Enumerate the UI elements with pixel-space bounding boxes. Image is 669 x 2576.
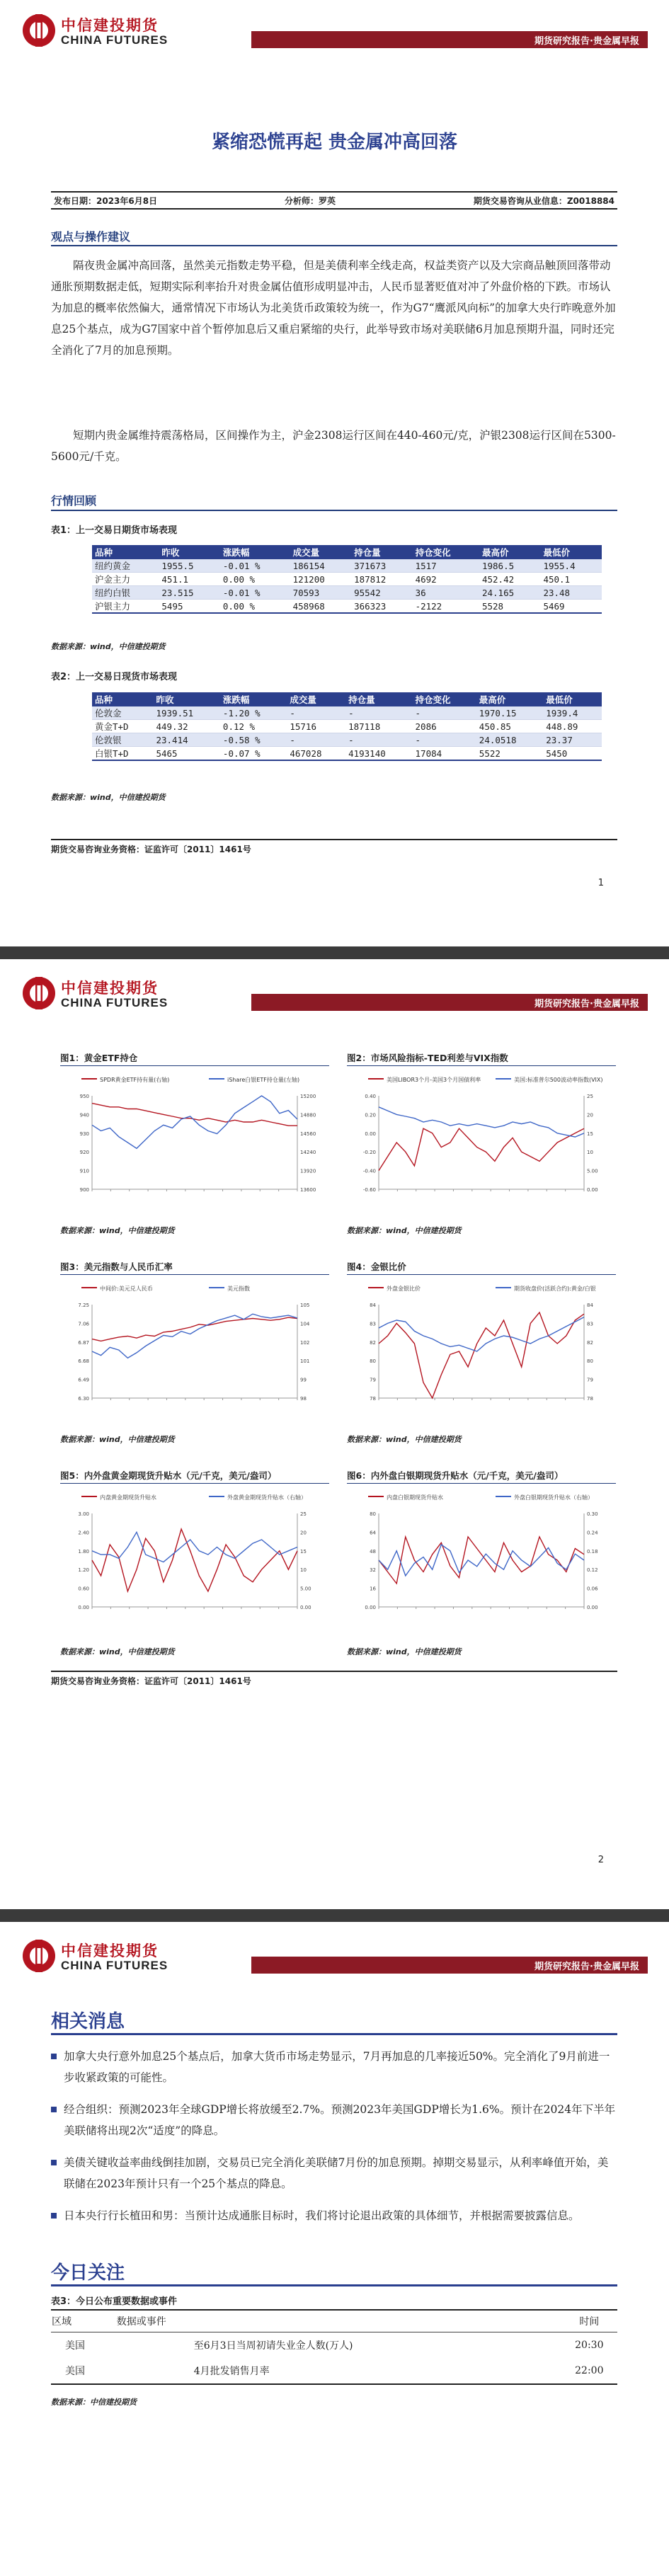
table1-source: 数据来源：wind，中信建投期货 (51, 642, 166, 651)
legend-label: 期货收盘价(活跃合约):黄金/白银 (514, 1286, 596, 1292)
table-cell: 0.00 % (220, 573, 290, 586)
y-tick-label-right: 0.00 (587, 1187, 598, 1193)
table-cell: 1955.5 (159, 559, 219, 573)
footer-license: 期货交易咨询业务资格：证监许可〔2011〕1461号 (51, 1676, 251, 1686)
figure5-source: 数据来源：wind，中信建投期货 (60, 1647, 175, 1656)
y-tick-label-left: 0.20 (365, 1112, 376, 1118)
legend-label: iShare白银ETF持仓量(左轴) (227, 1077, 300, 1083)
legend-label: 内盘黄金期现货升贴水 (100, 1494, 156, 1501)
column-header: 涨跌幅 (220, 692, 287, 706)
logo-en-text: CHINA FUTURES (61, 996, 168, 1009)
table-cell: 23.414 (153, 733, 219, 747)
news-item (64, 2205, 616, 2226)
table-cell: 458968 (290, 600, 351, 614)
table-row (92, 733, 602, 747)
bullet-icon (51, 2160, 57, 2165)
y-tick-label-left: 82 (370, 1339, 376, 1346)
table-cell: 5469 (540, 600, 602, 614)
y-tick-label-right: 0.00 (587, 1605, 598, 1610)
y-tick-label-right: 104 (300, 1321, 310, 1327)
y-tick-label-right: 0.18 (587, 1548, 598, 1555)
table-row (92, 586, 602, 600)
column-header: 时间 (561, 2310, 617, 2332)
caption-rule (60, 1065, 329, 1066)
section-title-review: 行情回顾 (51, 494, 97, 508)
y-tick-label-right: 98 (300, 1396, 307, 1402)
column-header: 昨收 (159, 545, 219, 559)
series-line (379, 1128, 584, 1170)
legend-label: 美元指数 (227, 1286, 250, 1292)
page-separator (0, 1909, 669, 1922)
table-cell: 伦敦金 (92, 706, 153, 720)
column-header: 最低价 (543, 692, 602, 706)
events-table (51, 2309, 617, 2385)
table-cell: 366323 (351, 600, 412, 614)
y-tick-label-left: -0.20 (362, 1150, 376, 1156)
spot-table (92, 692, 602, 761)
table-row (92, 600, 602, 614)
y-tick-label-right: 0.24 (587, 1530, 598, 1536)
table-cell: -0.01 % (220, 586, 290, 600)
analyst-name: 分析师：罗英 (285, 196, 336, 206)
y-tick-label-left: 84 (370, 1303, 376, 1308)
y-tick-label-right: 14560 (300, 1130, 316, 1137)
table3-caption: 表3：今日公布重要数据或事件 (51, 2296, 178, 2307)
page-header (21, 973, 648, 1017)
y-tick-label-right: 0.12 (587, 1567, 598, 1574)
table-cell: 纽约黄金 (92, 559, 159, 573)
table-cell: 4193140 (345, 747, 412, 761)
table-cell: 36 (413, 586, 479, 600)
table-cell: 70593 (290, 586, 351, 600)
legend-label: 中间价:美元兑人民币 (100, 1286, 153, 1292)
table-cell: - (287, 733, 345, 747)
table-row (51, 2332, 617, 2359)
y-tick-label-left: 80 (370, 1358, 376, 1365)
y-tick-label-right: 25 (587, 1094, 593, 1099)
y-tick-label-left: 7.25 (78, 1303, 89, 1308)
caption-rule (60, 1274, 329, 1275)
y-tick-label-right: 80 (587, 1358, 593, 1365)
y-tick-label-left: -0.60 (362, 1187, 376, 1193)
caption-rule (347, 1065, 616, 1066)
table-row (51, 2358, 617, 2384)
column-header: 品种 (92, 545, 159, 559)
figure4-source: 数据来源：wind，中信建投期货 (347, 1435, 462, 1444)
figure6-caption: 图6：内外盘白银期现货升贴水（元/千克，美元/盎司） (347, 1470, 564, 1481)
table2-source: 数据来源：wind，中信建投期货 (51, 793, 166, 802)
advice-paragraph-2: 短期内贵金属维持震荡格局，区间操作为主，沪金2308运行区间在440-460元/克，沪银2308运行区间在5300-5600元/千克。 (51, 429, 616, 463)
page-3 (0, 1925, 669, 2576)
news-rule (51, 2033, 617, 2035)
y-tick-label-right: 0.00 (300, 1605, 311, 1610)
table-cell: 1955.4 (540, 559, 602, 573)
citic-logo-icon (21, 13, 57, 48)
chart-silver-basis (347, 1487, 616, 1639)
column-header: 最高价 (476, 692, 543, 706)
footer-license: 期货交易咨询业务资格：证监许可〔2011〕1461号 (51, 845, 251, 854)
table-cell: - (345, 733, 412, 747)
table-cell: - (345, 706, 412, 720)
column-header: 涨跌幅 (220, 545, 290, 559)
page-header (21, 1935, 648, 1979)
y-tick-label-right: 15200 (300, 1094, 316, 1099)
figure2-source: 数据来源：wind，中信建投期货 (347, 1226, 462, 1235)
y-tick-label-right: 15 (587, 1130, 593, 1137)
y-tick-label-left: 48 (370, 1548, 376, 1555)
series-line (92, 1104, 297, 1126)
table-cell: 451.1 (159, 573, 219, 586)
table-cell: 452.42 (479, 573, 540, 586)
y-tick-label-left: 920 (79, 1150, 89, 1156)
table-cell: 1939.51 (153, 706, 219, 720)
table-cell: - (287, 706, 345, 720)
section-rule (51, 245, 617, 246)
news-item (64, 2099, 616, 2141)
bullet-icon (51, 2107, 57, 2112)
table-cell: 371673 (351, 559, 412, 573)
y-tick-label-left: 0.40 (365, 1094, 376, 1099)
table-cell: 1986.5 (479, 559, 540, 573)
figure2-caption: 图2：市场风险指标-TED利差与VIX指数 (347, 1053, 508, 1063)
table-cell: 187118 (345, 720, 412, 733)
table-cell: 23.48 (540, 586, 602, 600)
y-tick-label-left: 80 (370, 1511, 376, 1517)
y-tick-label-right: 84 (587, 1303, 593, 1308)
caption-rule (347, 1483, 616, 1484)
news-text: 日本央行行长植田和男：当预计达成通胀目标时，我们将讨论退出政策的具体细节，并根据需要披露信息。 (64, 2209, 580, 2222)
table-cell: 0.00 % (220, 600, 290, 614)
report-type-bar (251, 1957, 648, 1974)
y-tick-label-right: 5.00 (587, 1168, 598, 1174)
y-tick-label-left: 930 (79, 1130, 89, 1137)
column-header: 持仓量 (351, 545, 412, 559)
table-cell: 467028 (287, 747, 345, 761)
license-number: 期货交易咨询从业信息：Z0018884 (473, 196, 614, 206)
series-line (379, 1107, 584, 1137)
y-tick-label-right: 0.30 (587, 1511, 598, 1517)
table-cell: -0.01 % (220, 559, 290, 573)
company-logo (21, 10, 205, 52)
column-header: 最低价 (540, 545, 602, 559)
table-cell: 美国 (51, 2358, 116, 2384)
table-header-row (51, 2310, 617, 2332)
table-cell: -0.07 % (220, 747, 287, 761)
table-row (92, 573, 602, 586)
chart-gold-basis (60, 1487, 329, 1639)
logo-cn-text: 中信建投期货 (61, 979, 159, 997)
table-cell: 448.89 (543, 720, 602, 733)
column-header: 数据或事件 (116, 2310, 561, 2332)
caption-rule (347, 1274, 616, 1275)
page-header (21, 10, 648, 54)
table-cell: 450.85 (476, 720, 543, 733)
y-tick-label-left: 6.49 (78, 1377, 89, 1383)
chart-usd-cny (60, 1278, 329, 1430)
table-cell: 95542 (351, 586, 412, 600)
chart-gold-silver-ratio (347, 1278, 616, 1430)
y-tick-label-right: 13920 (300, 1168, 316, 1174)
y-tick-label-right: 102 (300, 1339, 310, 1346)
y-tick-label-left: -0.40 (362, 1168, 376, 1174)
figure3-source: 数据来源：wind，中信建投期货 (60, 1435, 175, 1444)
table-cell: 187812 (351, 573, 412, 586)
figure1-caption: 图1：黄金ETF持仓 (60, 1053, 138, 1063)
logo-cn-text: 中信建投期货 (61, 1942, 159, 1959)
news-item (64, 2046, 616, 2088)
legend-label: SPDR黄金ETF持有量(右轴) (100, 1077, 170, 1083)
y-tick-label-left: 0.00 (365, 1605, 376, 1610)
column-header: 持仓变化 (413, 545, 479, 559)
y-tick-label-left: 0.00 (365, 1130, 376, 1137)
table-header-row (92, 692, 602, 706)
table-cell: 美国 (65, 2340, 85, 2352)
citic-logo-icon (21, 975, 57, 1011)
table-cell: 白银T+D (92, 747, 153, 761)
company-logo (21, 973, 205, 1015)
series-line (92, 1314, 297, 1358)
table-cell: 2086 (413, 720, 476, 733)
table-row (92, 559, 602, 573)
table-cell: 24.0518 (476, 733, 543, 747)
bullet-icon (51, 2054, 57, 2059)
table-cell: 23.37 (543, 733, 602, 747)
table-header-row (92, 545, 602, 559)
y-tick-label-left: 2.40 (78, 1530, 89, 1536)
news-text: 经合组织：预测2023年全球GDP增长将放缓至2.7%。预测2023年美国GDP增长为1.6%。预计在2024年下半年美联储将出现2次“适度”的降息。 (64, 2103, 616, 2137)
column-header: 区域 (51, 2310, 116, 2332)
table-cell: 0.12 % (220, 720, 287, 733)
company-logo (21, 1935, 205, 1978)
table-cell: 5528 (479, 600, 540, 614)
table-cell: 1970.15 (476, 706, 543, 720)
table-cell: 23.515 (159, 586, 219, 600)
table-cell: 121200 (290, 573, 351, 586)
news-text: 加拿大央行意外加息25个基点后，加拿大货币市场走势显示，7月再加息的几率接近50%。完全消化了9月前进一步收紧政策的可能性。 (64, 2050, 610, 2084)
figure5-caption: 图5：内外盘黄金期现货升贴水（元/千克，美元/盎司） (60, 1470, 277, 1481)
report-type: 期货研究报告·贵金属早报 (534, 36, 639, 47)
series-line (379, 1317, 584, 1351)
page-1 (0, 0, 669, 941)
y-tick-label-left: 16 (370, 1586, 376, 1592)
page-2 (0, 963, 669, 1904)
y-tick-label-left: 3.00 (78, 1511, 89, 1517)
news-item (64, 2152, 616, 2194)
table-cell: 17084 (413, 747, 476, 761)
futures-table (92, 545, 602, 614)
table-row (92, 747, 602, 761)
logo-cn-text: 中信建投期货 (61, 16, 159, 34)
table-cell: 5450 (543, 747, 602, 761)
y-tick-label-right: 82 (587, 1339, 593, 1346)
legend-label: 外盘金银比价 (387, 1286, 421, 1292)
y-tick-label-left: 6.87 (78, 1339, 89, 1346)
publish-date: 发布日期：2023年6月8日 (54, 196, 158, 206)
column-header: 成交量 (287, 692, 345, 706)
figure3-caption: 图3：美元指数与人民币汇率 (60, 1261, 173, 1272)
chart-gold-etf (60, 1069, 329, 1221)
table-cell: -2122 (413, 600, 479, 614)
y-tick-label-right: 5.00 (300, 1586, 311, 1592)
column-header: 持仓变化 (413, 692, 476, 706)
citic-logo-icon (21, 1938, 57, 1974)
table-cell: -0.58 % (220, 733, 287, 747)
page-number: 2 (597, 1855, 604, 1865)
section-title-advice: 观点与操作建议 (51, 230, 131, 244)
report-type: 期货研究报告·贵金属早报 (534, 999, 639, 1009)
legend-label: 外盘白银期现货升贴水（右轴） (514, 1494, 593, 1501)
series-line (92, 1096, 297, 1148)
y-tick-label-right: 105 (300, 1303, 310, 1308)
y-tick-label-right: 0.06 (587, 1586, 598, 1592)
table-cell: 4月批发销售月率 (116, 2358, 561, 2384)
table-cell: - (413, 706, 476, 720)
news-text: 美债关键收益率曲线倒挂加剧，交易员已完全消化美联储7月份的加息预期。掉期交易显示，从利率峰值开始，美联储在2023年预计只有一个25个基点的降息。 (64, 2156, 609, 2190)
y-tick-label-left: 7.06 (78, 1321, 89, 1327)
table-cell: 沪银主力 (92, 600, 159, 614)
figure1-source: 数据来源：wind，中信建投期货 (60, 1226, 175, 1235)
series-line (92, 1317, 297, 1341)
table-cell: 186154 (290, 559, 351, 573)
y-tick-label-left: 83 (370, 1321, 376, 1327)
page-number: 1 (597, 878, 604, 888)
table-cell: 伦敦银 (92, 733, 153, 747)
y-tick-label-left: 1.80 (78, 1548, 89, 1555)
column-header: 持仓量 (345, 692, 412, 706)
legend-label: 外盘黄金期现货升贴水（右轴） (227, 1494, 307, 1501)
table3-source: 数据来源：中信建投期货 (51, 2398, 137, 2407)
y-tick-label-left: 32 (370, 1567, 376, 1574)
y-tick-label-right: 20 (587, 1112, 593, 1118)
table-cell: 5465 (153, 747, 219, 761)
y-tick-label-right: 10 (300, 1567, 307, 1574)
y-tick-label-left: 1.20 (78, 1567, 89, 1574)
y-tick-label-left: 950 (79, 1094, 89, 1099)
report-type-bar (251, 994, 648, 1011)
column-header: 昨收 (153, 692, 219, 706)
table-row (92, 706, 602, 720)
y-tick-label-left: 940 (79, 1112, 89, 1118)
y-tick-label-right: 14880 (300, 1112, 316, 1118)
y-tick-label-right: 78 (587, 1396, 593, 1402)
y-tick-label-left: 79 (370, 1377, 376, 1383)
table-cell: 1939.4 (543, 706, 602, 720)
table-cell: 4692 (413, 573, 479, 586)
table-cell: 沪金主力 (92, 573, 159, 586)
logo-en-text: CHINA FUTURES (61, 33, 168, 47)
y-tick-label-left: 6.68 (78, 1358, 89, 1365)
table-cell: 至6月3日当周初请失业金人数(万人) (193, 2340, 353, 2352)
table-cell: - (413, 733, 476, 747)
y-tick-label-left: 900 (79, 1187, 89, 1193)
series-line (92, 1532, 297, 1562)
table-cell: 449.32 (153, 720, 219, 733)
legend-label: 美国LIBOR3个月-美国3个月国债利率 (387, 1077, 481, 1083)
table-cell: 24.165 (479, 586, 540, 600)
series-line (379, 1312, 584, 1398)
report-title: 紧缩恐慌再起 贵金属冲高回落 (211, 132, 458, 153)
report-type-bar (251, 31, 648, 48)
report-type: 期货研究报告·贵金属早报 (534, 1962, 639, 1972)
y-tick-label-right: 79 (587, 1377, 593, 1383)
y-tick-label-right: 25 (300, 1511, 307, 1517)
y-tick-label-left: 0.00 (78, 1605, 89, 1610)
y-tick-label-left: 910 (79, 1168, 89, 1174)
series-line (92, 1529, 297, 1591)
legend-label: 美国:标准普尔500波动率指数(VIX) (514, 1077, 603, 1083)
table-cell: 纽约白银 (92, 586, 159, 600)
series-line (379, 1545, 584, 1576)
table-cell: 5522 (476, 747, 543, 761)
figure4-caption: 图4：金银比价 (347, 1261, 406, 1272)
y-tick-label-right: 10 (587, 1150, 593, 1156)
y-tick-label-right: 101 (300, 1358, 310, 1365)
column-header: 最高价 (479, 545, 540, 559)
table-row (92, 720, 602, 733)
page-footer (51, 1671, 617, 1686)
table2-caption: 表2：上一交易日现货市场表现 (51, 672, 178, 682)
info-bar (51, 191, 617, 210)
column-header: 成交量 (290, 545, 351, 559)
y-tick-label-right: 99 (300, 1377, 307, 1383)
y-tick-label-left: 64 (370, 1530, 376, 1536)
y-tick-label-right: 14240 (300, 1150, 316, 1156)
y-tick-label-left: 6.30 (78, 1396, 89, 1402)
caption-rule (60, 1483, 329, 1484)
column-header: 品种 (92, 692, 153, 706)
y-tick-label-left: 78 (370, 1396, 376, 1402)
table-cell: 15716 (287, 720, 345, 733)
section-rule (51, 510, 617, 511)
y-tick-label-left: 0.60 (78, 1586, 89, 1592)
today-rule (51, 2284, 617, 2286)
table-cell: 20:30 (575, 2340, 604, 2351)
table-cell: 黄金T+D (92, 720, 153, 733)
figure6-source: 数据来源：wind，中信建投期货 (347, 1647, 462, 1656)
y-tick-label-right: 83 (587, 1321, 593, 1327)
table-cell: 22:00 (561, 2358, 617, 2384)
y-tick-label-right: 13600 (300, 1187, 316, 1193)
legend-label: 内盘白银期现货升贴水 (387, 1494, 443, 1501)
logo-en-text: CHINA FUTURES (61, 1959, 168, 1972)
chart-ted-vix (347, 1069, 616, 1221)
y-tick-label-right: 20 (300, 1530, 307, 1536)
advice-paragraph-1: 隔夜贵金属冲高回落，虽然美元指数走势平稳，但是美债利率全线走高，权益类资产以及大宗商品触顶回落带动通胀预期数据走低，短期实际利率抬升对贵金属估值形成明显冲击，人民币显著贬值对冲了外盘价格的下跌。市场认为加息的概率依然偏大，通常情况下市场认为北美货币政策较为统一，作为G7“鹰派风向标”的加拿大央行昨晚意外加息25个基点，成为G7国家中首个暂停加息后又重启紧缩的央行，此举导致市场对美联储6月加息预期升温，同时还完全消化了7月的加息预期。 (51, 259, 616, 357)
table-cell: 450.1 (540, 573, 602, 586)
table-cell: 1517 (413, 559, 479, 573)
news-section-title: 相关消息 (51, 2011, 125, 2032)
y-tick-label-right: 15 (300, 1548, 307, 1555)
page-footer (51, 839, 617, 854)
page-separator (0, 946, 669, 959)
bullet-icon (51, 2213, 57, 2219)
today-section-title: 今日关注 (51, 2262, 125, 2284)
table-cell: 5495 (159, 600, 219, 614)
table-cell: -1.20 % (220, 706, 287, 720)
table1-caption: 表1：上一交易日期货市场表现 (51, 525, 178, 536)
